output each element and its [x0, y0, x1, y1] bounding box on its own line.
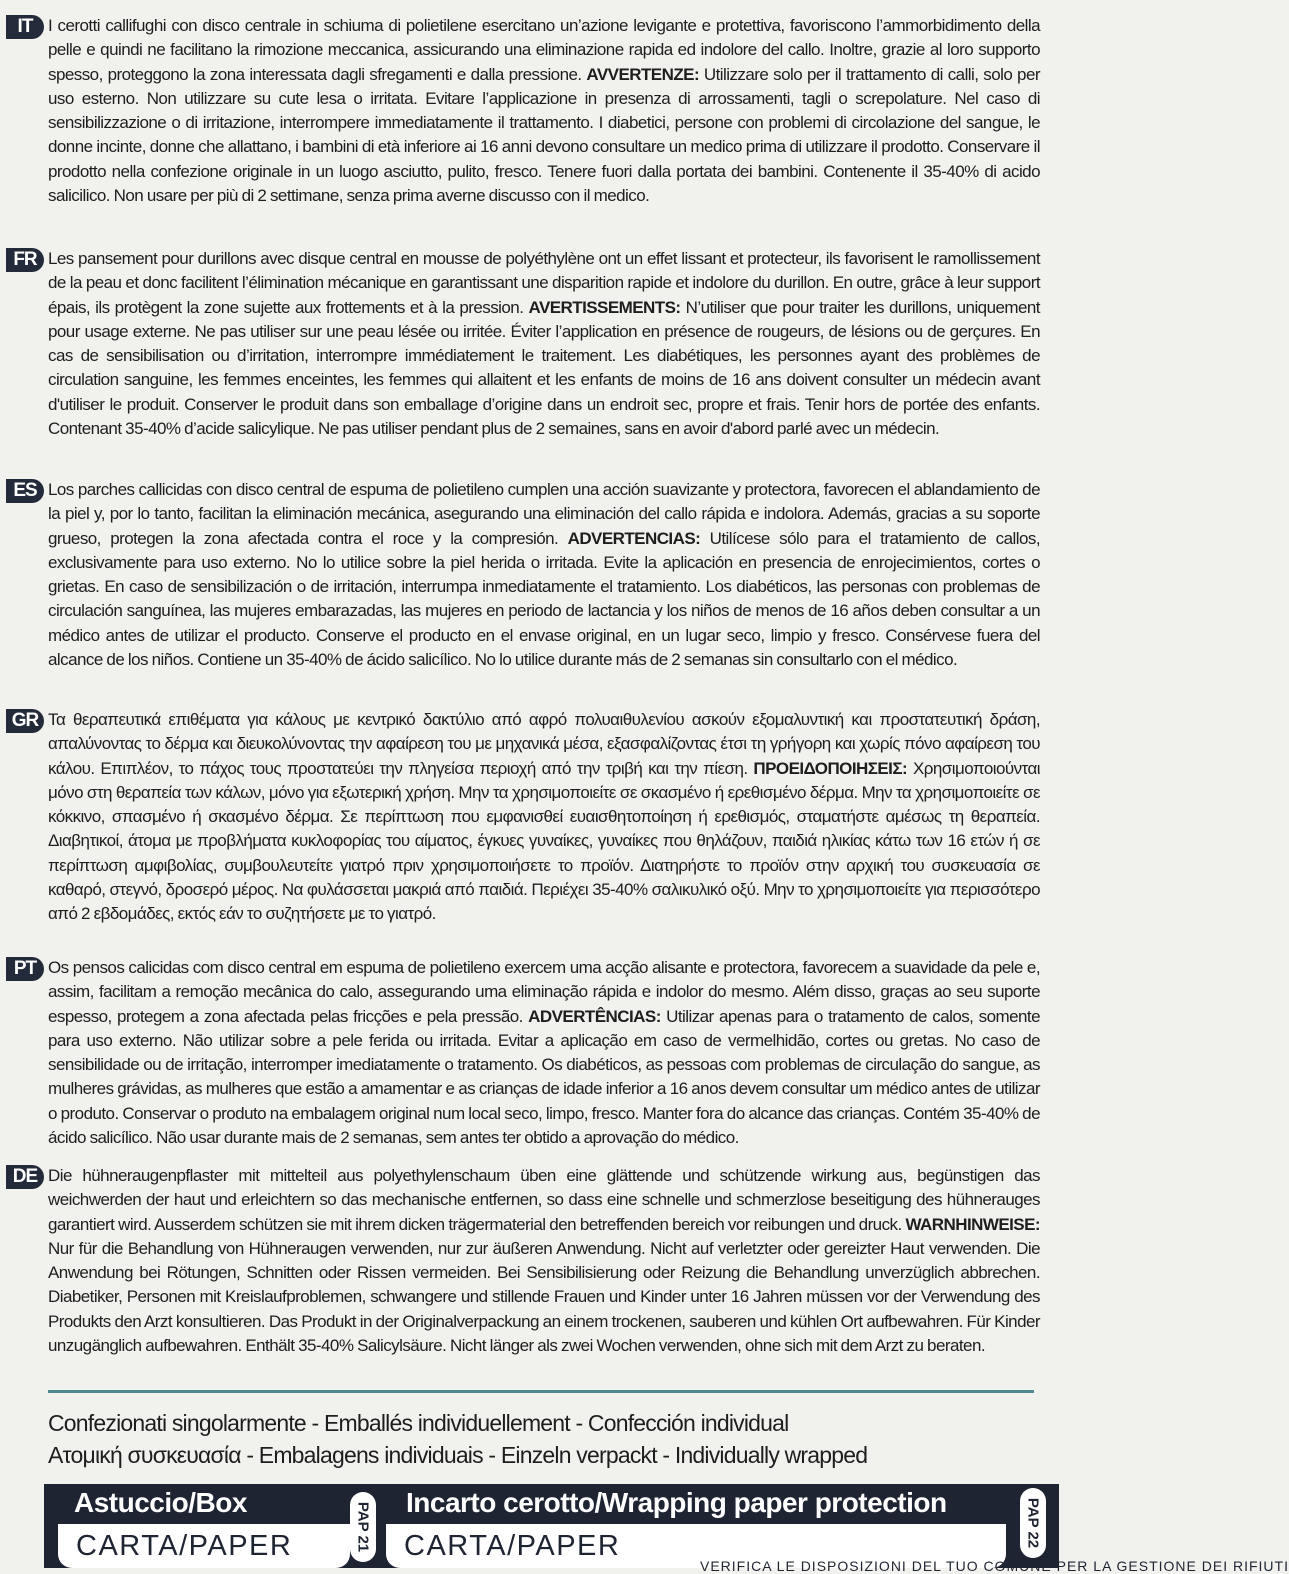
divider-line: [48, 1390, 1034, 1393]
language-badge-de: DE: [6, 1165, 44, 1189]
warning-label-de: WARNHINWEISE:: [905, 1214, 1040, 1234]
paragraph-fr: [48, 247, 1040, 441]
text-fr-warnings: N’utiliser que pour traiter les durillons, uniquement pour usage externe. Ne pas utiliser sur une peau lésée ou irritée. Éviter l’application en présence de rougeurs, de lésions ou de gerçures. En cas de sensibilisation ou d’irritation, interrompre immédiatement le traitement. Les diabétiques, les personnes ayant des problèmes de circulation sanguine, les femmes enceintes, les femmes qui allaitent et les enfants de moins de 16 ans doivent consulter un médecin avant d'utiliser le produit. Conserver le produit dans son emballage d’origine dans un endroit sec, propre et frais. Tenir hors de portée des enfants. Contenant 35-40% d’acide salicylique. Ne pas utiliser pendant plus de 2 semaines, sans en avoir d'abord parlé avec un médecin.: [48, 297, 1040, 439]
language-badge-fr: FR: [6, 248, 44, 272]
language-badge-it: IT: [6, 15, 44, 39]
text-pt-intro: Os pensos calicidas com disco central em espuma de polietileno exercem uma acção alisante e protectora, favorecem a suavidade da pele e, assim, facilitam a remoção mecânica do calo, assegurando uma eliminação rápida e indolor do mesmo. Além disso, graças ao seu suporte espesso, protegem a zona afectada pelas fricções e pela pressão.: [48, 958, 1040, 1026]
text-pt-warnings: Utilizar apenas para o tratamento de calos, somente para uso externo. Não utilizar sobre a pele ferida ou irritada. Evitar a aplicação em caso de vermelhidão, cortes ou gretas. No caso de sensibilidade ou de irritação, interromper imediatamente o tratamento. Os diabéticos, as pessoas com problemas de circulação do sangue, as mulheres grávidas, as mulheres que estão a amamentar e as crianças de idade inferior a 16 anos devem consultar um médico antes de utilizar o produto. Conservar o produto na embalagem original num local seco, limpo, fresco. Manter fora do alcance das crianças. Contém 35-40% de ácido salicílico. Não usar durante mais de 2 semanas, sem antes ter obtido a aprovação do médico.: [48, 1006, 1041, 1148]
text-it-intro: I cerotti callifughi con disco centrale in schiuma di polietilene esercitano un’azione levigante e protettiva, favoriscono l’ammorbidimento della pelle e quindi ne facilitano la rimozione meccanica, assicurando una eliminazione rapida ed indolore del callo. Inoltre, grazie al loro supporto spesso, proteggono la zona interessata dagli sfregamenti e dalla pressione.: [48, 16, 1040, 84]
warning-label-pt: ADVERTÊNCIAS:: [528, 1006, 661, 1026]
wrap-recycling-code-text: PAP 22: [1024, 1497, 1042, 1549]
text-gr-intro: Τα θεραπευτικά επιθέματα για κάλους με κεντρικό δακτύλιο από αφρό πολυαιθυλενίου ασκούν εξομαλυντική και προστατευτική δράση, απαλύνοντας το δέρμα και διευκολύνοντας την αφαίρεση του με μηχανικά μέσα, εξασφαλίζοντας έτσι τη γρήγορη και χωρίς πόνο αφαίρεση του κάλου. Επιπλέον, το πάχος τους προστατεύει την πληγείσα περιοχή από την τριβή και την πίεση.: [48, 710, 1040, 778]
wrap-material-label: CARTA/PAPER: [386, 1524, 1006, 1568]
wrap-title: Incarto cerotto/Wrapping paper protection: [406, 1487, 947, 1518]
wrapping-note-line2: Ατομική συσκευασία - Embalagens individuais - Einzeln verpackt - Individually wrapped: [48, 1442, 868, 1468]
paragraph-es: [48, 478, 1040, 672]
box-recycling-code-text: PAP 21: [354, 1501, 372, 1553]
paragraph-gr: [48, 708, 1040, 927]
text-es-intro: Los parches callicidas con disco central de espuma de polietileno cumplen una acción suavizante y protectora, favorecen el ablandamiento de la piel y, por lo tanto, facilitan la eliminación mecánica, asegurando una eliminación del callo rápida e indolora. Además, gracias a su soporte grueso, protegen la zona afectada contra el roce y la compresión.: [48, 480, 1040, 548]
language-badge-es: ES: [6, 479, 44, 503]
box-recycling-code: [350, 1492, 376, 1562]
wrap-recycling-code: [1020, 1488, 1046, 1558]
wrapping-note-line1: Confezionati singolarmente - Emballés individuellement - Confección individual: [48, 1410, 789, 1436]
warning-label-it: AVVERTENZE:: [586, 64, 700, 84]
warning-label-fr: AVERTISSEMENTS:: [528, 297, 681, 317]
box-material-label: CARTA/PAPER: [58, 1524, 350, 1568]
cut-off-footer-text: VERIFICA LE DISPOSIZIONI DEL TUO COMUNE PER LA GESTIONE DEI RIFIUTI: [700, 1558, 1289, 1574]
text-de-intro: Die hühneraugenpflaster mit mittelteil aus polyethylenschaum üben eine glättende und schützende wirkung aus, begünstigen das weichwerden der haut und erleichtern so das mechanische entfernen, so dass eine schnelle und schmerzlose beseitigung des hühnerauges garantiert wird. Ausserdem schützen sie mit ihrem dicken trägermaterial den betreffenden bereich vor reibungen und druck.: [48, 1166, 1040, 1234]
text-de-warnings: Nur für die Behandlung von Hühneraugen verwenden, nur zur äußeren Anwendung. Nicht auf verletzter oder gereizter Haut verwenden. Die Anwendung bei Rötungen, Schnitten oder Rissen vermeiden. Bei Sensibilisierung oder Reizung die Behandlung unverzüglich abbrechen. Diabetiker, Personen mit Kreislaufproblemen, schwangere und stillende Frauen und Kinder unter 16 Jahren müssen vor der Verwendung des Produkts den Arzt konsultieren. Das Produkt in der Originalverpackung an einem trockenen, sauberen und kühlen Ort aufbewahren. Für Kinder unzugänglich aufbewahren. Enthält 35-40% Salicylsäure. Nicht länger als zwei Wochen verwenden, ohne sich mit dem Arzt zu beraten.: [48, 1238, 1040, 1356]
paragraph-it: [48, 14, 1040, 208]
warning-label-es: ADVERTENCIAS:: [567, 528, 701, 548]
language-badge-gr: GR: [6, 709, 44, 733]
recycling-bar: [44, 1484, 1059, 1568]
text-es-warnings: Utilícese sólo para el tratamiento de callos, exclusivamente para uso externo. No lo utilice sobre la piel herida o irritada. Evite la aplicación en presencia de enrojecimientos, cortes o grietas. En caso de sensibilización o de irritación, interrumpa inmediatamente el tratamiento. Los diabéticos, las personas con problemas de circulación sanguínea, las mujeres embarazadas, las mujeres en periodo de lactancia y los niños de menos de 16 años deben consultar a un médico antes de utilizar el producto. Conserve el producto en el envase original, en un lugar seco, limpio y fresco. Consérvese fuera del alcance de los niños. Contiene un 35-40% de ácido salicílico. No lo utilice durante más de 2 semanas sin consultarlo con el médico.: [48, 528, 1040, 670]
text-it-warnings: Utilizzare solo per il trattamento di calli, solo per uso esterno. Non utilizzare su cute lesa o irritata. Evitare l’applicazione in presenza di arrossamenti, tagli o screpolature. Nel caso di sensibilizzazione o di irritazione, interrompere immediatamente il trattamento. I diabetici, persone con problemi di circolazione del sangue, le donne incinte, donne che allattano, i bambini di età inferiore ai 16 anni devono consultare un medico prima di utilizzare il prodotto. Conservare il prodotto nella confezione originale in un luogo asciutto, pulito, fresco. Tenere fuori dalla portata dei bambini. Contenente il 35-40% di acido salicilico. Non usare per più di 2 settimane, senza prima averne discusso con il medico.: [48, 64, 1040, 206]
text-fr-intro: Les pansement pour durillons avec disque central en mousse de polyéthylène ont un effet lissant et protecteur, ils favorisent le ramollissement de la peau et donc facilitent l’élimination mécanique en garantissant une disparition rapide et indolore du durillon. En outre, grâce à leur support épais, ils protègent la zone sujette aux frottements et à la pression.: [48, 249, 1040, 317]
paragraph-de: [48, 1164, 1040, 1358]
box-title: Astuccio/Box: [74, 1487, 247, 1518]
warning-label-gr: ΠΡΟΕΙΔΟΠΟΙΗΣΕΙΣ:: [753, 758, 908, 778]
paragraph-pt: [48, 956, 1040, 1150]
language-badge-pt: PT: [6, 957, 44, 981]
text-gr-warnings: Χρησιμοποιούνται μόνο στη θεραπεία των κάλων, μόνο για εξωτερική χρήση. Μην τα χρησιμοποιείτε σε σκασμένο ή ερεθισμένο δέρμα. Μην τα χρησιμοποιείτε σε κόκκινο, σπασμένο ή σκασμένο δέρμα. Σε περίπτωση που εμφανισθεί ευαισθητοποίηση ή ερεθισμός, σταματήστε αμέσως τη θεραπεία. Διαβητικοί, άτομα με προβλήματα κυκλοφορίας του αίματος, έγκυες γυναίκες, γυναίκες που θηλάζουν, παιδιά ηλικίας κάτω των 16 ετών ή σε περίπτωση αμφιβολίας, συμβουλευτείτε γιατρό πριν χρησιμοποιήσετε το προϊόν. Διατηρήστε το προϊόν στην αρχική του συσκευασία σε καθαρό, στεγνό, δροσερό μέρος. Να φυλάσσεται μακριά από παιδιά. Περιέχει 35-40% σαλικυλικό οξύ. Μην το χρησιμοποιείτε για περισσότερο από 2 εβδομάδες, εκτός εάν το συζητήσετε με το γιατρό.: [48, 758, 1040, 924]
